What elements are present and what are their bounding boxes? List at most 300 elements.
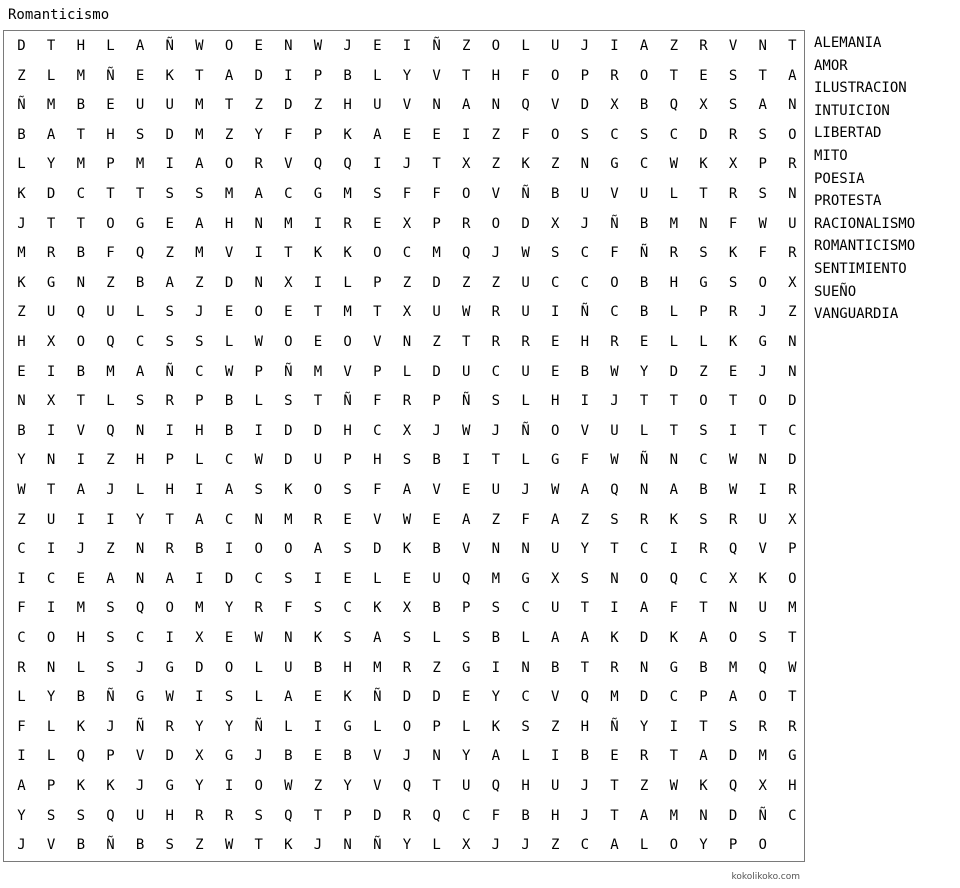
grid-letter[interactable]: K bbox=[728, 245, 738, 262]
grid-letter[interactable]: F bbox=[106, 245, 115, 262]
grid-letter[interactable]: N bbox=[402, 334, 412, 350]
grid-letter[interactable]: T bbox=[699, 718, 708, 735]
grid-letter[interactable]: S bbox=[758, 630, 767, 646]
grid-letter[interactable]: B bbox=[639, 274, 649, 291]
grid-letter[interactable]: I bbox=[46, 363, 56, 380]
grid-letter[interactable]: K bbox=[17, 274, 26, 291]
grid-letter[interactable]: D bbox=[699, 126, 708, 143]
grid-letter[interactable]: L bbox=[135, 482, 145, 498]
grid-letter[interactable]: P bbox=[788, 541, 797, 558]
grid-letter[interactable]: S bbox=[521, 718, 530, 735]
grid-letter[interactable]: B bbox=[432, 600, 441, 617]
grid-letter[interactable]: T bbox=[313, 807, 323, 824]
grid-letter[interactable]: S bbox=[402, 630, 412, 646]
grid-letter[interactable]: W bbox=[195, 38, 204, 54]
grid-letter[interactable]: L bbox=[135, 304, 145, 321]
grid-letter[interactable]: L bbox=[254, 689, 263, 706]
grid-letter[interactable]: A bbox=[788, 67, 797, 84]
grid-letter[interactable]: C bbox=[669, 126, 679, 143]
grid-letter[interactable]: E bbox=[343, 570, 352, 587]
grid-letter[interactable]: G bbox=[610, 156, 619, 173]
grid-letter[interactable]: L bbox=[521, 393, 530, 410]
grid-letter[interactable]: U bbox=[432, 570, 441, 587]
grid-letter[interactable]: B bbox=[135, 837, 145, 854]
grid-letter[interactable]: A bbox=[669, 482, 679, 498]
grid-letter[interactable]: V bbox=[610, 186, 619, 202]
grid-letter[interactable]: O bbox=[699, 393, 708, 410]
grid-letter[interactable]: S bbox=[402, 452, 412, 469]
grid-letter[interactable]: M bbox=[343, 304, 352, 321]
grid-letter[interactable]: W bbox=[165, 689, 174, 706]
grid-letter[interactable]: Z bbox=[17, 304, 26, 321]
grid-letter[interactable]: L bbox=[521, 630, 530, 646]
grid-letter[interactable]: A bbox=[254, 186, 263, 202]
grid-letter[interactable]: C bbox=[699, 452, 708, 469]
grid-letter[interactable]: G bbox=[224, 748, 234, 765]
grid-letter[interactable]: R bbox=[224, 807, 234, 824]
grid-letter[interactable]: S bbox=[550, 245, 560, 262]
grid-letter[interactable]: L bbox=[17, 689, 26, 706]
grid-letter[interactable]: M bbox=[224, 186, 234, 202]
grid-letter[interactable]: V bbox=[432, 482, 441, 498]
grid-letter[interactable]: R bbox=[699, 541, 708, 558]
grid-letter[interactable]: N bbox=[432, 97, 441, 114]
grid-letter[interactable]: N bbox=[254, 274, 263, 291]
grid-letter[interactable]: N bbox=[728, 600, 738, 617]
grid-letter[interactable]: V bbox=[491, 186, 501, 202]
grid-letter[interactable]: C bbox=[639, 541, 649, 558]
grid-letter[interactable]: P bbox=[313, 67, 323, 84]
grid-letter[interactable]: R bbox=[521, 334, 530, 350]
grid-letter[interactable]: R bbox=[343, 215, 352, 232]
grid-letter[interactable]: N bbox=[758, 452, 767, 469]
grid-letter[interactable]: Z bbox=[313, 97, 323, 114]
grid-letter[interactable]: F bbox=[17, 600, 26, 617]
grid-letter[interactable]: H bbox=[135, 452, 145, 469]
grid-letter[interactable]: N bbox=[491, 541, 501, 558]
grid-letter[interactable]: P bbox=[373, 363, 382, 380]
grid-letter[interactable]: X bbox=[402, 600, 412, 617]
grid-letter[interactable]: W bbox=[610, 363, 619, 380]
grid-letter[interactable]: M bbox=[313, 363, 323, 380]
grid-letter[interactable]: T bbox=[788, 630, 797, 646]
grid-letter[interactable]: N bbox=[284, 38, 293, 54]
grid-letter[interactable]: E bbox=[462, 482, 471, 498]
grid-letter[interactable]: E bbox=[284, 304, 293, 321]
grid-letter[interactable]: V bbox=[76, 422, 86, 439]
grid-letter[interactable]: S bbox=[165, 186, 174, 202]
grid-letter[interactable]: D bbox=[17, 38, 26, 54]
grid-letter[interactable]: N bbox=[669, 452, 679, 469]
grid-letter[interactable]: G bbox=[550, 452, 560, 469]
grid-letter[interactable]: P bbox=[254, 363, 263, 380]
grid-letter[interactable]: J bbox=[76, 541, 86, 558]
grid-letter[interactable]: X bbox=[728, 570, 738, 587]
grid-letter[interactable]: K bbox=[669, 511, 679, 528]
grid-letter[interactable]: Y bbox=[46, 689, 56, 706]
grid-letter[interactable]: A bbox=[313, 541, 323, 558]
grid-letter[interactable]: M bbox=[284, 215, 293, 232]
grid-letter[interactable]: X bbox=[550, 570, 560, 587]
grid-letter[interactable]: I bbox=[195, 689, 204, 706]
grid-letter[interactable]: L bbox=[106, 38, 115, 54]
grid-letter[interactable]: L bbox=[639, 422, 649, 439]
grid-letter[interactable]: Ñ bbox=[106, 67, 115, 84]
grid-letter[interactable]: M bbox=[728, 659, 738, 676]
grid-letter[interactable]: U bbox=[284, 659, 293, 676]
grid-letter[interactable]: V bbox=[373, 778, 382, 794]
grid-letter[interactable]: Ñ bbox=[165, 363, 174, 380]
grid-letter[interactable]: R bbox=[669, 245, 679, 262]
grid-letter[interactable]: F bbox=[521, 126, 530, 143]
grid-letter[interactable]: L bbox=[106, 393, 115, 410]
grid-letter[interactable]: O bbox=[550, 67, 560, 84]
grid-letter[interactable]: I bbox=[758, 482, 767, 498]
grid-letter[interactable]: A bbox=[165, 274, 174, 291]
grid-letter[interactable]: C bbox=[580, 837, 590, 854]
grid-letter[interactable]: T bbox=[610, 807, 619, 824]
grid-letter[interactable]: H bbox=[343, 659, 352, 676]
grid-letter[interactable]: K bbox=[610, 630, 619, 646]
grid-letter[interactable]: L bbox=[195, 452, 204, 469]
grid-letter[interactable]: X bbox=[758, 778, 767, 794]
grid-letter[interactable]: E bbox=[313, 748, 323, 765]
grid-letter[interactable]: E bbox=[76, 570, 86, 587]
grid-letter[interactable]: R bbox=[254, 156, 263, 173]
grid-letter[interactable]: M bbox=[491, 570, 501, 587]
grid-letter[interactable]: U bbox=[521, 363, 530, 380]
grid-letter[interactable]: T bbox=[46, 38, 56, 54]
grid-letter[interactable]: A bbox=[106, 570, 115, 587]
grid-letter[interactable]: B bbox=[76, 689, 86, 706]
grid-letter[interactable]: M bbox=[373, 659, 382, 676]
grid-letter[interactable]: N bbox=[699, 215, 708, 232]
grid-letter[interactable]: S bbox=[580, 570, 590, 587]
grid-letter[interactable]: A bbox=[284, 689, 293, 706]
grid-letter[interactable]: L bbox=[343, 274, 352, 291]
grid-letter[interactable]: W bbox=[462, 304, 471, 321]
grid-letter[interactable]: E bbox=[224, 304, 234, 321]
grid-letter[interactable]: S bbox=[195, 334, 204, 350]
grid-letter[interactable]: N bbox=[135, 422, 145, 439]
grid-letter[interactable]: A bbox=[550, 511, 560, 528]
grid-letter[interactable]: O bbox=[758, 393, 767, 410]
grid-letter[interactable]: Y bbox=[580, 541, 590, 558]
grid-letter[interactable]: C bbox=[580, 245, 590, 262]
grid-letter[interactable]: T bbox=[76, 393, 86, 410]
grid-letter[interactable]: U bbox=[46, 511, 56, 528]
grid-letter[interactable]: U bbox=[46, 304, 56, 321]
grid-letter[interactable]: U bbox=[610, 422, 619, 439]
grid-letter[interactable]: L bbox=[402, 363, 412, 380]
grid-letter[interactable]: T bbox=[46, 482, 56, 498]
grid-letter[interactable]: R bbox=[46, 245, 56, 262]
grid-letter[interactable]: E bbox=[699, 67, 708, 84]
grid-letter[interactable]: B bbox=[195, 541, 204, 558]
grid-letter[interactable]: M bbox=[76, 156, 86, 173]
grid-letter[interactable]: I bbox=[224, 541, 234, 558]
grid-letter[interactable]: I bbox=[17, 748, 26, 765]
grid-letter[interactable]: A bbox=[195, 511, 204, 528]
grid-letter[interactable]: I bbox=[46, 422, 56, 439]
grid-letter[interactable]: O bbox=[46, 630, 56, 646]
grid-letter[interactable]: V bbox=[46, 837, 56, 854]
grid-letter[interactable]: N bbox=[788, 334, 797, 350]
grid-letter[interactable]: O bbox=[106, 215, 115, 232]
grid-letter[interactable]: K bbox=[343, 689, 352, 706]
grid-letter[interactable]: C bbox=[224, 511, 234, 528]
grid-letter[interactable]: H bbox=[165, 807, 174, 824]
grid-letter[interactable]: K bbox=[313, 245, 323, 262]
grid-letter[interactable]: M bbox=[432, 245, 441, 262]
grid-letter[interactable]: E bbox=[639, 334, 649, 350]
grid-letter[interactable]: Ñ bbox=[462, 393, 471, 410]
grid-letter[interactable]: Q bbox=[758, 659, 767, 676]
grid-letter[interactable]: P bbox=[432, 393, 441, 410]
grid-letter[interactable]: G bbox=[669, 659, 679, 676]
grid-letter[interactable]: D bbox=[46, 186, 56, 202]
grid-letter[interactable]: T bbox=[76, 215, 86, 232]
grid-letter[interactable]: E bbox=[224, 630, 234, 646]
grid-letter[interactable]: Z bbox=[195, 274, 204, 291]
grid-letter[interactable]: Ñ bbox=[135, 718, 145, 735]
grid-letter[interactable]: W bbox=[402, 511, 412, 528]
grid-letter[interactable]: P bbox=[373, 274, 382, 291]
grid-letter[interactable]: Y bbox=[402, 837, 412, 854]
grid-letter[interactable]: N bbox=[135, 541, 145, 558]
grid-letter[interactable]: G bbox=[165, 659, 174, 676]
grid-letter[interactable]: B bbox=[580, 748, 590, 765]
grid-letter[interactable]: T bbox=[313, 304, 323, 321]
grid-letter[interactable]: S bbox=[491, 600, 501, 617]
grid-letter[interactable]: A bbox=[462, 511, 471, 528]
grid-letter[interactable]: M bbox=[195, 600, 204, 617]
grid-letter[interactable]: S bbox=[728, 67, 738, 84]
grid-letter[interactable]: A bbox=[46, 126, 56, 143]
grid-letter[interactable]: A bbox=[402, 482, 412, 498]
grid-letter[interactable]: K bbox=[373, 600, 382, 617]
grid-letter[interactable]: A bbox=[580, 630, 590, 646]
grid-letter[interactable]: O bbox=[462, 186, 471, 202]
grid-letter[interactable]: N bbox=[580, 156, 590, 173]
grid-letter[interactable]: O bbox=[758, 837, 767, 854]
grid-letter[interactable]: N bbox=[76, 274, 86, 291]
grid-letter[interactable]: J bbox=[491, 422, 501, 439]
grid-letter[interactable]: U bbox=[550, 778, 560, 794]
grid-letter[interactable]: Z bbox=[462, 38, 471, 54]
grid-letter[interactable]: I bbox=[165, 422, 174, 439]
grid-letter[interactable]: Q bbox=[313, 156, 323, 173]
grid-letter[interactable]: X bbox=[402, 422, 412, 439]
grid-letter[interactable]: C bbox=[76, 186, 86, 202]
grid-letter[interactable]: D bbox=[254, 67, 263, 84]
grid-letter[interactable]: E bbox=[462, 689, 471, 706]
grid-letter[interactable]: H bbox=[580, 718, 590, 735]
grid-letter[interactable]: C bbox=[788, 807, 797, 824]
grid-letter[interactable]: B bbox=[491, 630, 501, 646]
grid-letter[interactable]: C bbox=[550, 274, 560, 291]
grid-letter[interactable]: T bbox=[106, 186, 115, 202]
grid-letter[interactable]: S bbox=[165, 837, 174, 854]
grid-letter[interactable]: O bbox=[343, 334, 352, 350]
grid-letter[interactable]: B bbox=[639, 215, 649, 232]
grid-letter[interactable]: T bbox=[580, 659, 590, 676]
grid-letter[interactable]: S bbox=[699, 245, 708, 262]
grid-letter[interactable]: L bbox=[254, 659, 263, 676]
grid-letter[interactable]: P bbox=[106, 156, 115, 173]
grid-letter[interactable]: G bbox=[788, 748, 797, 765]
grid-letter[interactable]: L bbox=[521, 38, 530, 54]
grid-letter[interactable]: I bbox=[402, 38, 412, 54]
grid-letter[interactable]: Z bbox=[491, 156, 501, 173]
grid-letter[interactable]: R bbox=[788, 718, 797, 735]
grid-letter[interactable]: N bbox=[521, 659, 530, 676]
grid-letter[interactable]: C bbox=[195, 363, 204, 380]
grid-letter[interactable]: L bbox=[699, 334, 708, 350]
grid-letter[interactable]: Z bbox=[195, 837, 204, 854]
grid-letter[interactable]: Ñ bbox=[106, 689, 115, 706]
grid-letter[interactable]: A bbox=[610, 837, 619, 854]
grid-letter[interactable]: O bbox=[550, 126, 560, 143]
grid-letter[interactable]: I bbox=[17, 570, 26, 587]
grid-letter[interactable]: D bbox=[728, 807, 738, 824]
grid-letter[interactable]: P bbox=[343, 807, 352, 824]
grid-letter[interactable]: G bbox=[343, 718, 352, 735]
grid-letter[interactable]: Ñ bbox=[610, 718, 619, 735]
grid-letter[interactable]: F bbox=[402, 186, 412, 202]
grid-letter[interactable]: K bbox=[699, 778, 708, 794]
grid-letter[interactable]: I bbox=[284, 67, 293, 84]
grid-letter[interactable]: Q bbox=[106, 334, 115, 350]
grid-letter[interactable]: I bbox=[313, 718, 323, 735]
grid-letter[interactable]: M bbox=[17, 245, 26, 262]
grid-letter[interactable]: C bbox=[699, 570, 708, 587]
grid-letter[interactable]: W bbox=[521, 245, 530, 262]
grid-letter[interactable]: Z bbox=[788, 304, 797, 321]
grid-letter[interactable]: J bbox=[521, 837, 530, 854]
grid-letter[interactable]: E bbox=[17, 363, 26, 380]
grid-letter[interactable]: S bbox=[254, 482, 263, 498]
grid-letter[interactable]: N bbox=[788, 186, 797, 202]
grid-letter[interactable]: T bbox=[135, 186, 145, 202]
grid-letter[interactable]: Q bbox=[343, 156, 352, 173]
grid-letter[interactable]: V bbox=[550, 97, 560, 114]
grid-letter[interactable]: Z bbox=[432, 659, 441, 676]
grid-letter[interactable]: K bbox=[165, 67, 174, 84]
grid-letter[interactable]: I bbox=[106, 511, 115, 528]
grid-letter[interactable]: E bbox=[550, 334, 560, 350]
grid-letter[interactable]: K bbox=[521, 156, 530, 173]
grid-letter[interactable]: I bbox=[224, 778, 234, 794]
grid-letter[interactable]: B bbox=[550, 659, 560, 676]
grid-letter[interactable]: U bbox=[521, 304, 530, 321]
grid-letter[interactable]: F bbox=[521, 67, 530, 84]
grid-letter[interactable]: Q bbox=[669, 570, 679, 587]
grid-letter[interactable]: N bbox=[254, 511, 263, 528]
grid-letter[interactable]: X bbox=[402, 215, 412, 232]
grid-letter[interactable]: S bbox=[639, 126, 649, 143]
grid-letter[interactable]: F bbox=[669, 600, 679, 617]
grid-letter[interactable]: Z bbox=[550, 837, 560, 854]
grid-letter[interactable]: Q bbox=[491, 778, 501, 794]
grid-letter[interactable]: K bbox=[758, 570, 767, 587]
grid-letter[interactable]: R bbox=[462, 215, 471, 232]
grid-letter[interactable]: Z bbox=[106, 452, 115, 469]
grid-letter[interactable]: M bbox=[135, 156, 145, 173]
grid-letter[interactable]: U bbox=[373, 97, 382, 114]
grid-letter[interactable]: Z bbox=[402, 274, 412, 291]
grid-letter[interactable]: J bbox=[580, 215, 590, 232]
grid-letter[interactable]: K bbox=[313, 630, 323, 646]
grid-letter[interactable]: B bbox=[639, 304, 649, 321]
grid-letter[interactable]: T bbox=[491, 452, 501, 469]
grid-letter[interactable]: T bbox=[669, 393, 679, 410]
grid-letter[interactable]: X bbox=[788, 274, 797, 291]
grid-letter[interactable]: Q bbox=[610, 482, 619, 498]
grid-letter[interactable]: C bbox=[284, 186, 293, 202]
grid-letter[interactable]: Q bbox=[521, 97, 530, 114]
grid-letter[interactable]: S bbox=[165, 304, 174, 321]
grid-letter[interactable]: W bbox=[728, 452, 738, 469]
grid-letter[interactable]: S bbox=[728, 97, 738, 114]
grid-letter[interactable]: Q bbox=[669, 97, 679, 114]
grid-letter[interactable]: O bbox=[76, 334, 86, 350]
grid-letter[interactable]: N bbox=[758, 38, 767, 54]
grid-letter[interactable]: C bbox=[610, 126, 619, 143]
grid-letter[interactable]: K bbox=[17, 186, 26, 202]
grid-letter[interactable]: L bbox=[254, 393, 263, 410]
grid-letter[interactable]: H bbox=[106, 126, 115, 143]
grid-letter[interactable]: T bbox=[284, 245, 293, 262]
grid-letter[interactable]: R bbox=[758, 718, 767, 735]
grid-letter[interactable]: O bbox=[224, 38, 234, 54]
grid-letter[interactable]: I bbox=[462, 452, 471, 469]
grid-letter[interactable]: K bbox=[343, 245, 352, 262]
grid-letter[interactable]: W bbox=[17, 482, 26, 498]
grid-letter[interactable]: Q bbox=[432, 807, 441, 824]
grid-letter[interactable]: Ñ bbox=[165, 38, 174, 54]
grid-letter[interactable]: R bbox=[728, 304, 738, 321]
grid-letter[interactable]: B bbox=[639, 97, 649, 114]
grid-letter[interactable]: L bbox=[284, 718, 293, 735]
grid-letter[interactable]: A bbox=[639, 600, 649, 617]
grid-letter[interactable]: E bbox=[313, 689, 323, 706]
grid-letter[interactable]: H bbox=[17, 334, 26, 350]
grid-letter[interactable]: Z bbox=[165, 245, 174, 262]
grid-letter[interactable]: W bbox=[758, 215, 767, 232]
grid-letter[interactable]: O bbox=[254, 778, 263, 794]
grid-letter[interactable]: D bbox=[432, 689, 441, 706]
grid-letter[interactable]: I bbox=[46, 541, 56, 558]
grid-letter[interactable]: Z bbox=[313, 778, 323, 794]
grid-letter[interactable]: C bbox=[491, 363, 501, 380]
grid-letter[interactable]: D bbox=[788, 452, 797, 469]
grid-letter[interactable]: L bbox=[76, 659, 86, 676]
grid-letter[interactable]: I bbox=[46, 600, 56, 617]
grid-letter[interactable]: Q bbox=[580, 689, 590, 706]
grid-letter[interactable]: S bbox=[580, 126, 590, 143]
grid-letter[interactable]: F bbox=[373, 393, 382, 410]
grid-letter[interactable]: J bbox=[758, 304, 767, 321]
grid-letter[interactable]: L bbox=[432, 837, 441, 854]
grid-letter[interactable]: G bbox=[165, 778, 174, 794]
grid-letter[interactable]: U bbox=[521, 274, 530, 291]
grid-letter[interactable]: I bbox=[195, 482, 204, 498]
grid-letter[interactable]: N bbox=[432, 748, 441, 765]
grid-letter[interactable]: Z bbox=[550, 718, 560, 735]
grid-letter[interactable]: U bbox=[758, 511, 767, 528]
grid-letter[interactable]: V bbox=[462, 541, 471, 558]
